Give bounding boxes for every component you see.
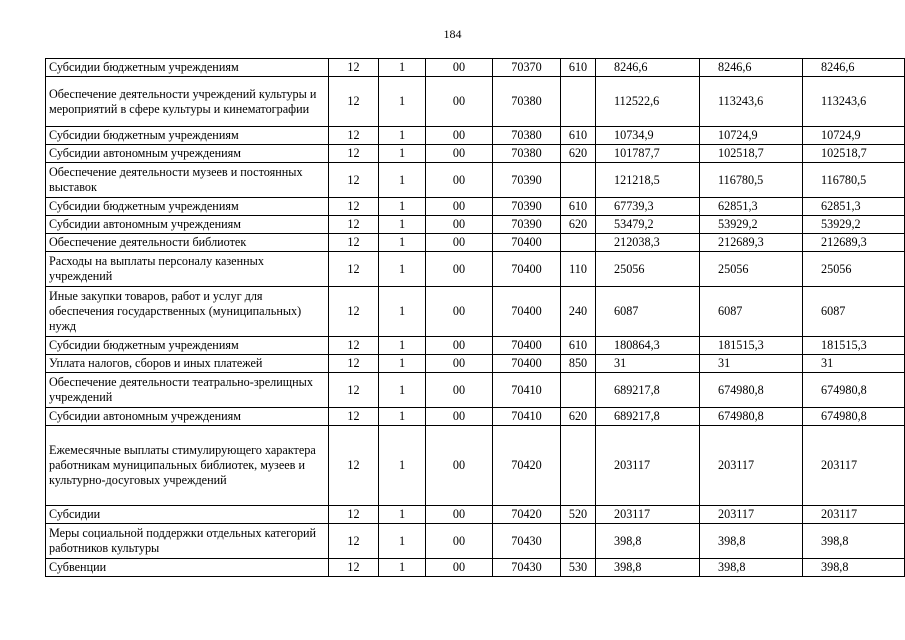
amount-year-2: 31 (700, 355, 803, 373)
code-program: 00 (426, 337, 493, 355)
amount-year-3: 181515,3 (803, 337, 905, 355)
amount-year-2: 62851,3 (700, 198, 803, 216)
table-row (46, 145, 905, 163)
table-row (46, 163, 905, 198)
code-program: 00 (426, 252, 493, 287)
code-expense-type (561, 163, 596, 198)
row-name: Субсидии бюджетным учреждениям (46, 337, 329, 355)
row-name: Субсидии автономным учреждениям (46, 408, 329, 426)
code-target: 70430 (493, 524, 561, 559)
amount-year-2: 116780,5 (700, 163, 803, 198)
code-expense-type: 240 (561, 287, 596, 337)
code-subsection: 1 (379, 252, 426, 287)
amount-year-3: 102518,7 (803, 145, 905, 163)
amount-year-3: 25056 (803, 252, 905, 287)
code-expense-type: 610 (561, 198, 596, 216)
code-target: 70400 (493, 234, 561, 252)
amount-year-1: 6087 (596, 287, 700, 337)
amount-year-2: 203117 (700, 506, 803, 524)
code-target: 70380 (493, 77, 561, 127)
code-program: 00 (426, 524, 493, 559)
amount-year-2: 398,8 (700, 559, 803, 577)
code-subsection: 1 (379, 216, 426, 234)
code-section: 12 (329, 426, 379, 506)
code-target: 70390 (493, 163, 561, 198)
code-program: 00 (426, 59, 493, 77)
code-target: 70410 (493, 373, 561, 408)
code-target: 70390 (493, 216, 561, 234)
code-subsection: 1 (379, 59, 426, 77)
amount-year-1: 689217,8 (596, 408, 700, 426)
amount-year-3: 53929,2 (803, 216, 905, 234)
code-section: 12 (329, 127, 379, 145)
code-program: 00 (426, 77, 493, 127)
amount-year-1: 203117 (596, 426, 700, 506)
code-program: 00 (426, 408, 493, 426)
table-row (46, 524, 905, 559)
table-row (46, 355, 905, 373)
code-target: 70430 (493, 559, 561, 577)
row-name: Обеспечение деятельности театрально-зрелищных учреждений (46, 373, 329, 408)
amount-year-1: 67739,3 (596, 198, 700, 216)
table-row (46, 252, 905, 287)
row-name: Ежемесячные выплаты стимулирующего характера работникам муниципальных библиотек, музеев и культурно-досуговых учреждений (46, 426, 329, 506)
code-program: 00 (426, 145, 493, 163)
code-program: 00 (426, 216, 493, 234)
code-subsection: 1 (379, 506, 426, 524)
table-row (46, 426, 905, 506)
code-program: 00 (426, 234, 493, 252)
code-section: 12 (329, 373, 379, 408)
table-row (46, 59, 905, 77)
code-section: 12 (329, 355, 379, 373)
amount-year-3: 674980,8 (803, 408, 905, 426)
amount-year-1: 31 (596, 355, 700, 373)
table-row (46, 408, 905, 426)
code-expense-type: 610 (561, 127, 596, 145)
amount-year-2: 674980,8 (700, 373, 803, 408)
code-program: 00 (426, 198, 493, 216)
code-section: 12 (329, 337, 379, 355)
code-subsection: 1 (379, 559, 426, 577)
code-subsection: 1 (379, 127, 426, 145)
row-name: Расходы на выплаты персоналу казенных учреждений (46, 252, 329, 287)
amount-year-1: 8246,6 (596, 59, 700, 77)
code-subsection: 1 (379, 77, 426, 127)
code-target: 70390 (493, 198, 561, 216)
code-program: 00 (426, 127, 493, 145)
amount-year-1: 25056 (596, 252, 700, 287)
code-subsection: 1 (379, 163, 426, 198)
code-expense-type: 530 (561, 559, 596, 577)
table-row (46, 373, 905, 408)
code-target: 70370 (493, 59, 561, 77)
code-section: 12 (329, 216, 379, 234)
code-program: 00 (426, 506, 493, 524)
amount-year-2: 10724,9 (700, 127, 803, 145)
code-expense-type (561, 426, 596, 506)
amount-year-3: 62851,3 (803, 198, 905, 216)
code-target: 70420 (493, 506, 561, 524)
amount-year-3: 398,8 (803, 559, 905, 577)
code-section: 12 (329, 408, 379, 426)
code-section: 12 (329, 163, 379, 198)
amount-year-2: 8246,6 (700, 59, 803, 77)
code-expense-type (561, 373, 596, 408)
table-row (46, 337, 905, 355)
page-number: 184 (443, 27, 462, 41)
amount-year-3: 8246,6 (803, 59, 905, 77)
code-target: 70400 (493, 355, 561, 373)
amount-year-2: 398,8 (700, 524, 803, 559)
amount-year-3: 31 (803, 355, 905, 373)
amount-year-1: 203117 (596, 506, 700, 524)
code-section: 12 (329, 234, 379, 252)
row-name: Субвенции (46, 559, 329, 577)
table-row (46, 559, 905, 577)
code-expense-type: 110 (561, 252, 596, 287)
code-section: 12 (329, 145, 379, 163)
row-name: Обеспечение деятельности библиотек (46, 234, 329, 252)
amount-year-1: 10734,9 (596, 127, 700, 145)
code-expense-type: 520 (561, 506, 596, 524)
amount-year-2: 674980,8 (700, 408, 803, 426)
table-row (46, 287, 905, 337)
amount-year-3: 212689,3 (803, 234, 905, 252)
amount-year-3: 398,8 (803, 524, 905, 559)
code-target: 70420 (493, 426, 561, 506)
amount-year-1: 121218,5 (596, 163, 700, 198)
amount-year-1: 53479,2 (596, 216, 700, 234)
amount-year-1: 112522,6 (596, 77, 700, 127)
table-row (46, 198, 905, 216)
code-target: 70400 (493, 287, 561, 337)
row-name: Субсидии автономным учреждениям (46, 216, 329, 234)
amount-year-3: 674980,8 (803, 373, 905, 408)
row-name: Субсидии бюджетным учреждениям (46, 59, 329, 77)
amount-year-1: 398,8 (596, 559, 700, 577)
table-row (46, 127, 905, 145)
table-row (46, 77, 905, 127)
amount-year-2: 181515,3 (700, 337, 803, 355)
code-expense-type: 620 (561, 408, 596, 426)
code-section: 12 (329, 252, 379, 287)
amount-year-3: 203117 (803, 426, 905, 506)
code-subsection: 1 (379, 198, 426, 216)
amount-year-1: 212038,3 (596, 234, 700, 252)
amount-year-2: 203117 (700, 426, 803, 506)
code-subsection: 1 (379, 337, 426, 355)
code-program: 00 (426, 373, 493, 408)
code-target: 70410 (493, 408, 561, 426)
amount-year-2: 53929,2 (700, 216, 803, 234)
code-subsection: 1 (379, 373, 426, 408)
code-section: 12 (329, 287, 379, 337)
code-program: 00 (426, 163, 493, 198)
code-subsection: 1 (379, 426, 426, 506)
row-name: Уплата налогов, сборов и иных платежей (46, 355, 329, 373)
code-expense-type: 620 (561, 145, 596, 163)
code-subsection: 1 (379, 408, 426, 426)
code-program: 00 (426, 426, 493, 506)
amount-year-3: 113243,6 (803, 77, 905, 127)
amount-year-1: 689217,8 (596, 373, 700, 408)
code-subsection: 1 (379, 234, 426, 252)
code-expense-type (561, 524, 596, 559)
code-program: 00 (426, 355, 493, 373)
code-target: 70400 (493, 252, 561, 287)
row-name: Субсидии бюджетным учреждениям (46, 127, 329, 145)
table-row (46, 506, 905, 524)
amount-year-2: 102518,7 (700, 145, 803, 163)
code-expense-type (561, 234, 596, 252)
code-program: 00 (426, 287, 493, 337)
row-name: Меры социальной поддержки отдельных категорий работников культуры (46, 524, 329, 559)
row-name: Иные закупки товаров, работ и услуг для обеспечения государственных (муниципальных) нужд (46, 287, 329, 337)
amount-year-1: 101787,7 (596, 145, 700, 163)
budget-table (45, 58, 905, 577)
code-subsection: 1 (379, 145, 426, 163)
amount-year-3: 116780,5 (803, 163, 905, 198)
code-expense-type (561, 77, 596, 127)
code-target: 70380 (493, 145, 561, 163)
code-section: 12 (329, 506, 379, 524)
code-expense-type: 610 (561, 59, 596, 77)
code-program: 00 (426, 559, 493, 577)
code-target: 70380 (493, 127, 561, 145)
code-section: 12 (329, 198, 379, 216)
code-subsection: 1 (379, 287, 426, 337)
row-name: Обеспечение деятельности музеев и постоянных выставок (46, 163, 329, 198)
amount-year-2: 6087 (700, 287, 803, 337)
code-subsection: 1 (379, 524, 426, 559)
row-name: Обеспечение деятельности учреждений культуры и мероприятий в сфере культуры и кинематографии (46, 77, 329, 127)
amount-year-3: 203117 (803, 506, 905, 524)
code-subsection: 1 (379, 355, 426, 373)
row-name: Субсидии бюджетным учреждениям (46, 198, 329, 216)
code-expense-type: 620 (561, 216, 596, 234)
code-section: 12 (329, 524, 379, 559)
code-expense-type: 610 (561, 337, 596, 355)
code-section: 12 (329, 77, 379, 127)
table-row (46, 234, 905, 252)
amount-year-2: 212689,3 (700, 234, 803, 252)
amount-year-2: 113243,6 (700, 77, 803, 127)
row-name: Субсидии автономным учреждениям (46, 145, 329, 163)
code-target: 70400 (493, 337, 561, 355)
amount-year-3: 6087 (803, 287, 905, 337)
amount-year-1: 180864,3 (596, 337, 700, 355)
table-row (46, 216, 905, 234)
row-name: Субсидии (46, 506, 329, 524)
amount-year-2: 25056 (700, 252, 803, 287)
amount-year-3: 10724,9 (803, 127, 905, 145)
code-expense-type: 850 (561, 355, 596, 373)
code-section: 12 (329, 59, 379, 77)
code-section: 12 (329, 559, 379, 577)
amount-year-1: 398,8 (596, 524, 700, 559)
